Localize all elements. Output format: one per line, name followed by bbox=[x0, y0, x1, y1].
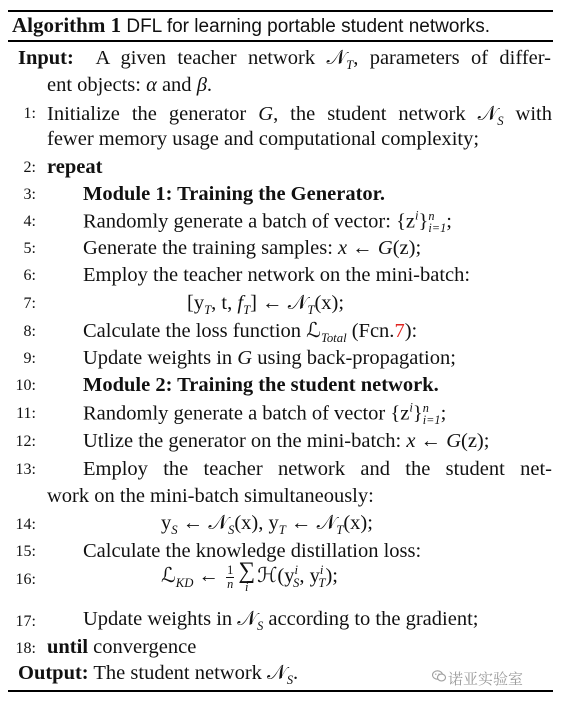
algorithm-caption bbox=[12, 13, 490, 38]
wechat-icon bbox=[432, 669, 446, 683]
step-5: Generate the training samples: x ← G(z); bbox=[83, 237, 422, 259]
line-number: 14: bbox=[15, 516, 36, 533]
algorithm-label: Algorithm 1 bbox=[12, 13, 122, 37]
step-13: Employ the teacher network and the student net- bbox=[83, 458, 552, 480]
input-line-2: ent objects: α and β. bbox=[47, 74, 213, 96]
line-number: 3: bbox=[23, 186, 36, 203]
bottom-rule bbox=[8, 690, 553, 692]
line-number: 13: bbox=[15, 461, 36, 478]
line-number: 1: bbox=[23, 105, 36, 122]
line-number: 4: bbox=[23, 213, 36, 230]
step-15: Calculate the knowledge distillation loss: bbox=[83, 540, 422, 562]
top-rule bbox=[8, 10, 553, 12]
step-4: Randomly generate a batch of vector: $\{z^i\}$ n i=1 ; bbox=[83, 208, 452, 235]
step-1-cont: fewer memory usage and computational complexity; bbox=[47, 128, 480, 150]
step-18: until convergence bbox=[47, 636, 197, 658]
step-14-equation: $y_S$ ← 𝒩$_S$(x), $y_T$ ← 𝒩$_T$(x); bbox=[161, 512, 373, 538]
step-16-equation: ℒ$_{KD}$ ← $\frac{1}{n}$ ∑ i $ℋ(y^i_S$, $y^i_T$); bbox=[161, 558, 339, 595]
caption-rule bbox=[8, 40, 553, 42]
line-number: 7: bbox=[23, 295, 36, 312]
step-9: Update weights in G using back-propagation; bbox=[83, 347, 456, 369]
line-number: 9: bbox=[23, 350, 36, 367]
output-line: Output: The student network 𝒩$_S$. bbox=[18, 662, 299, 688]
step-8: Calculate the loss function ℒ$_{Total}$ (Fcn.7): bbox=[83, 320, 418, 346]
line-number: 5: bbox=[23, 240, 36, 257]
step-1: Initialize the generator G, the student network 𝒩$_S$ with bbox=[47, 103, 552, 129]
line-number: 10: bbox=[15, 377, 36, 394]
line-number: 16: bbox=[15, 571, 36, 588]
equation-ref-link[interactable]: 7 bbox=[394, 320, 405, 342]
step-7-equation: [$y_T$, t, $f_T$] ← 𝒩$_T$(x); bbox=[187, 292, 345, 318]
line-number: 11: bbox=[16, 405, 36, 422]
repeat-keyword: repeat bbox=[47, 156, 103, 178]
line-number: 2: bbox=[23, 159, 36, 176]
line-number: 12: bbox=[15, 433, 36, 450]
module-1-heading: Module 1: Training the Generator. bbox=[83, 183, 385, 205]
module-2-heading: Module 2: Training the student network. bbox=[83, 374, 439, 396]
step-17: Update weights in 𝒩$_S$ according to the gradient; bbox=[83, 608, 479, 634]
line-number: 15: bbox=[15, 543, 36, 560]
line-number: 6: bbox=[23, 267, 36, 284]
fraction: $\frac{1}{n}$ bbox=[227, 562, 234, 591]
step-12: Utlize the generator on the mini-batch: x ← G(z); bbox=[83, 430, 490, 452]
line-number: 17: bbox=[15, 613, 36, 630]
input-line-1: Input: A given teacher network 𝒩$_T$, parameters of differ- bbox=[18, 47, 551, 73]
line-number: 8: bbox=[23, 323, 36, 340]
step-11: Randomly generate a batch of vector $\{z^i\}$ n i=1 ; bbox=[83, 400, 447, 427]
summation: ∑ i bbox=[238, 558, 256, 595]
step-13-cont: work on the mini-batch simultaneously: bbox=[47, 485, 374, 507]
line-number: 18: bbox=[15, 640, 36, 657]
algorithm-title: DFL for learning portable student networks. bbox=[121, 16, 491, 37]
watermark-text: 诺亚实验室 bbox=[448, 670, 524, 688]
step-6: Employ the teacher network on the mini-batch: bbox=[83, 264, 471, 286]
